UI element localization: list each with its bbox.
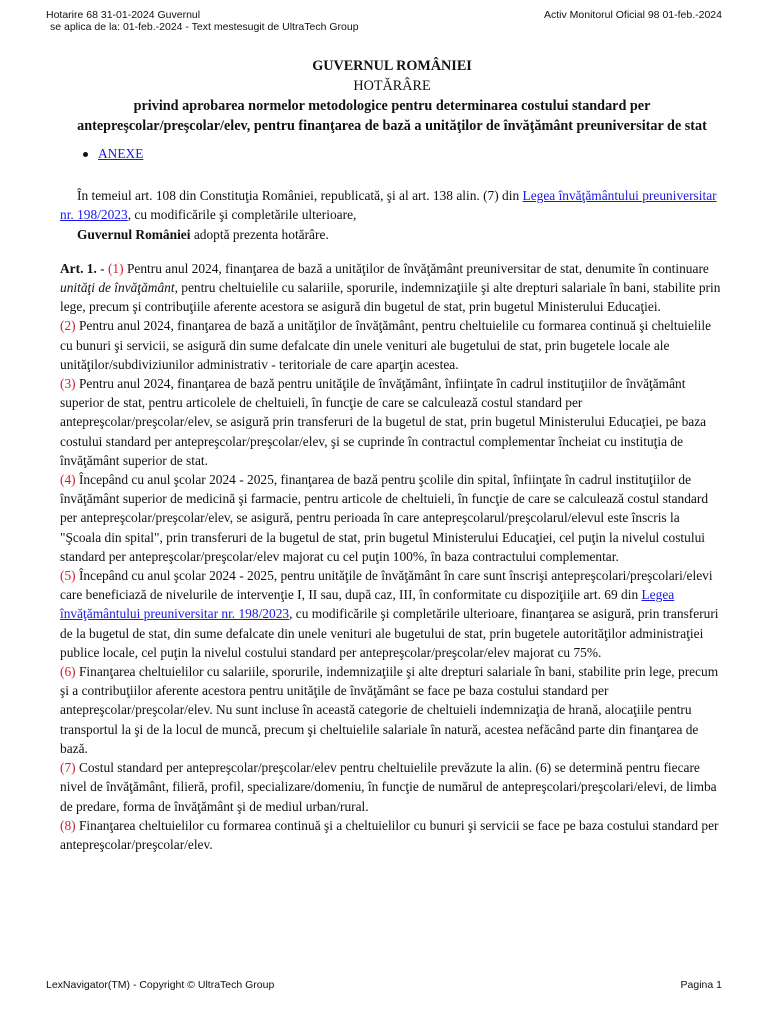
preamble-legal-basis — [60, 186, 724, 224]
preamble-adoption — [60, 225, 724, 244]
preamble-text-2: , cu modificările şi completările ulterioare, — [127, 207, 357, 223]
paragraph-number: (6) — [60, 664, 76, 680]
adoption-text: adoptă prezenta hotărâre. — [190, 226, 329, 242]
header-applies-from: se aplica de la: 01-feb.-2024 - Text mestesugit de UltraTech Group — [50, 21, 359, 33]
paragraph-text: Finanţarea cheltuielilor cu salariile, sporurile, indemnizaţiile şi alte drepturi salariale în bani, stabilite prin lege, precum şi a contribuţiilor aferente acestora pentru unităţile de învăţământ se face pe baza costului standard per antepreşcolar/preşcolar/elev. Nu sunt incluse în această categorie de cheltuieli indemnizaţia de hrană, alocaţiile pentru transportul la şi de la locul de muncă, precum şi cheltuielile salariale în natură, acestea nefăcând parte din finanţarea de bază. — [60, 664, 719, 756]
paragraph-text: Pentru anul 2024, finanţarea de bază pentru unităţile de învăţământ, înfiinţate în cadrul instituţiilor de învăţământ superior de stat, pentru articolele de cheltuieli, în funcţie de care se calculează costul standard per antepreşcolar/preşcolar/elev, se asigură prin transferuri de la bugetul de stat, prin bugetul Ministerului Educaţiei, pe baza costului standard per antepreşcolar/preşcolar/elev, şi se cuprinde în contractul complementar încheiat cu instituţia de învăţământ superior de stat. — [60, 376, 707, 468]
government-name: GUVERNUL ROMÂNIEI — [312, 58, 472, 74]
paragraph-number: (2) — [60, 318, 76, 334]
article-1-paragraph-5 — [60, 566, 724, 662]
paragraph-number: (4) — [60, 472, 76, 488]
article-1-paragraph-7 — [60, 758, 724, 816]
paragraph-text: Începând cu anul şcolar 2024 - 2025, pentru unităţile de învăţământ în care sunt înscrişi antepreşcolari/preşcolari/elevi care beneficiază de nivelurile de intervenţie I, II sau, după caz, III, în conformitate cu dispoziţiile art. 69 din — [60, 568, 713, 603]
article-1-paragraph-3 — [60, 374, 724, 470]
article-1-paragraph-4 — [60, 470, 724, 566]
government-bold: Guvernul României — [77, 226, 191, 242]
header-doc-id: Hotarire 68 31-01-2024 Guvernul — [46, 9, 201, 21]
footer-copyright: LexNavigator(TM) - Copyright © UltraTech Group — [46, 979, 275, 991]
article-1-paragraph-8 — [60, 816, 724, 854]
paragraph-text: Începând cu anul şcolar 2024 - 2025, finanţarea de bază pentru şcolile din spital, înfiinţate în cadrul instituţiilor de învăţământ superior de medicină şi farmacie, pentru articole de cheltuieli, în funcţie de care se calculează costul standard per antepreşcolar/preşcolar/elev, se asigură, pentru perioada în care antepreşcolarul/preşcolarul/elevul este înscris la "Şcoala din spital", prin transferuri de la bugetul de stat, prin bugetul Ministerului Educaţiei, cel puţin la nivelul costului standard per antepreşcolar/preşcolar/elev majorat cu cel puţin 100%, în baza contractului complementar. — [60, 472, 709, 564]
annex-list-item — [98, 144, 724, 163]
article-dash: - — [96, 260, 108, 276]
annex-list — [60, 144, 724, 163]
paragraph-text: Pentru anul 2024, finanţarea de bază a unităţilor de învăţământ preuniversitar de stat, denumite în continuare — [123, 260, 709, 276]
preamble — [60, 186, 724, 244]
paragraph-number: (1) — [107, 260, 124, 276]
header-monitor-status: Activ Monitorul Oficial 98 01-feb.-2024 — [543, 9, 722, 21]
article-1-paragraph-2 — [60, 316, 724, 374]
article-1-paragraph-1 — [60, 259, 724, 317]
law-link-paragraph-5[interactable]: Legea învăţământului preuniversitar nr. 198/2023 — [60, 587, 675, 622]
document-body — [60, 56, 724, 854]
document-type: HOTĂRÂRE — [353, 78, 431, 94]
article-1-paragraph-6 — [60, 662, 724, 758]
footer-page-number: Pagina 1 — [680, 979, 722, 991]
paragraph-number: (7) — [60, 760, 76, 776]
paragraph-text: , pentru cheltuielile cu salariile, sporurile, indemnizaţiile şi alte drepturi salariale în bani, stabilite prin lege, precum şi contribuţiile aferente acestora se asigură din bugetul de stat, prin bugetul Ministerului Educaţiei. — [60, 280, 721, 315]
paragraph-number: (3) — [60, 376, 76, 392]
paragraph-text: , cu modificările şi completările ulterioare, finanţarea se asigură, prin transferuri de la bugetul de stat, din sume defalcate din unele venituri ale bugetului de stat, prin bugetele autorităţilor administraţiei publice locale, cel puţin la nivelul costului standard per antepreşcolar/preşcolar/elev majorat cu 75%. — [60, 606, 719, 660]
paragraph-text: Finanţarea cheltuielilor cu formarea continuă şi a cheltuielilor cu bunuri şi servicii se face pe baza costului standard per antepreşcolar/preşcolar/elev. — [60, 817, 719, 852]
paragraph-text: Pentru anul 2024, finanţarea de bază a unităţilor de învăţământ, pentru cheltuielile cu formarea continuă şi cheltuielile cu bunuri şi servicii, se asigură din sume defalcate din unele venituri ale bugetului de stat, prin bugetele locale ale unităţilor/subdiviziunilor administrativ - teritoriale de care aparţin acestea. — [60, 318, 712, 372]
paragraph-number: (5) — [60, 568, 76, 584]
paragraph-number: (8) — [60, 817, 76, 833]
article-label: Art. 1. — [60, 260, 97, 276]
preamble-text-1: În temeiul art. 108 din Constituţia României, republicată, şi al art. 138 alin. (7) din — [77, 188, 523, 204]
defined-term: unităţi de învăţământ — [60, 280, 175, 296]
document-title-block — [60, 56, 724, 136]
document-subject: privind aprobarea normelor metodologice pentru determinarea costului standard per antepreşcolar/preşcolar/elev, pentru finanţarea de bază a unităţilor de învăţământ preuniversitar de stat — [77, 98, 707, 134]
article-1 — [60, 259, 724, 854]
anexe-link[interactable]: ANEXE — [98, 146, 144, 161]
paragraph-text: Costul standard per antepreşcolar/preşcolar/elev pentru cheltuielile prevăzute la alin. (6) se determină pentru fiecare nivel de învăţământ, filieră, profil, specializare/domeniu, în funcţie de numărul de antepreşcolari/preşcolari/elevi, de limba de predare, forma de învăţământ şi de mediul urban/rural. — [60, 760, 717, 814]
law-link-preamble[interactable]: Legea învăţământului preuniversitar nr. 198/2023 — [60, 188, 717, 223]
